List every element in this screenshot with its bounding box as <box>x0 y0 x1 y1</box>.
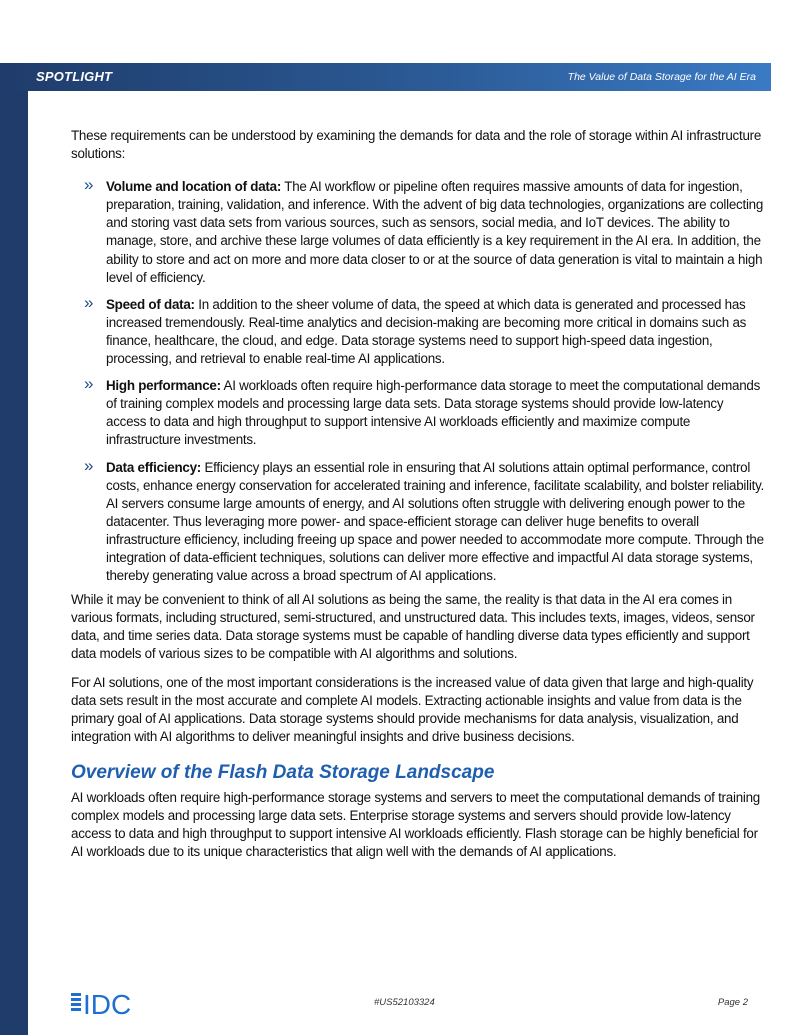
main-content <box>71 127 765 871</box>
chevron-right-icon: » <box>84 455 94 475</box>
bullet-text: In addition to the sheer volume of data, the speed at which data is generated and processed has increased tremendously. Real-time analytics and decision-making are becoming more critical in domains such as finance, healthcare, the cloud, and edge. Data storage systems need to support high-speed data ingestion, processing, and retrieval to enable real-time AI applications. <box>106 296 747 367</box>
bullet-term: Speed of data: <box>106 296 195 312</box>
list-item <box>71 455 765 586</box>
flash-overview-paragraph: AI workloads often require high-performance storage systems and servers to meet the computational demands of training complex models and processing large data sets. Enterprise storage systems and servers should provide low-latency access to data and high throughput to support intensive AI workloads efficiently. Flash storage can be highly beneficial for AI workloads due to its unique characteristics that align well with the demands of AI applications. <box>71 789 761 860</box>
document-number: #US52103324 <box>374 997 435 1008</box>
bullet-term: High performance: <box>106 378 221 394</box>
chevron-right-icon: » <box>84 175 94 195</box>
intro-paragraph: These requirements can be understood by examining the demands for data and the role of storage within AI infrastructure solutions: <box>71 128 762 162</box>
bullet-term: Data efficiency: <box>106 459 201 475</box>
list-item <box>71 374 765 449</box>
bullet-term: Volume and location of data: <box>106 179 282 195</box>
bullet-text: Efficiency plays an essential role in ensuring that AI solutions attain optimal performance, control costs, enhance energy conservation for accelerated training and inference, facilitate scalability, and bolster reliability. AI servers consume large amounts of energy, and AI solutions often struggle with delivering enough power to the datacenter. Thus leveraging more power- and space-efficient storage can deliver huge benefits to overall infrastructure efficiency, including freeing up space and power needed to accommodate more compute. Through the integration of data-efficient techniques, solutions can deliver more effective and impactful AI data storage systems, thereby generating value across a broad spectrum of AI applications. <box>106 459 765 584</box>
section-label: SPOTLIGHT <box>36 69 113 84</box>
chevron-right-icon: » <box>84 292 94 312</box>
idc-logo <box>71 988 161 1018</box>
svg-text:IDC: IDC <box>83 989 132 1018</box>
data-formats-paragraph: While it may be convenient to think of all AI solutions as being the same, the reality is that data in the AI era comes in various formats, including structured, semi-structured, and unstructured data. This includes texts, images, videos, sensor data, and time series data. Data storage systems must be capable of handling diverse data types efficiently and support data models of various sizes to be compatible with AI algorithms and solutions. <box>71 592 755 662</box>
left-accent-bar <box>0 63 28 1035</box>
running-title: The Value of Data Storage for the AI Era <box>567 71 756 83</box>
chevron-right-icon: » <box>84 374 94 394</box>
requirements-list <box>71 175 765 585</box>
page-number: Page 2 <box>717 997 748 1008</box>
data-value-paragraph: For AI solutions, one of the most important considerations is the increased value of data given that large and high-quality data sets result in the most accurate and complete AI models. Extracting actionable insights and value from data is the primary goal of AI applications. Data storage systems should provide mechanisms for data analysis, visualization, and integration with AI algorithms to deliver meaningful insights and drive business decisions. <box>71 674 754 744</box>
section-heading: Overview of the Flash Data Storage Landscape <box>71 761 495 783</box>
list-item <box>71 175 765 287</box>
list-item <box>71 292 765 368</box>
bullet-text: AI workloads often require high-performance data storage to meet the computational demands of training complex models and processing large data sets. Data storage systems should provide low-latency access to data and high throughput to support intensive AI workloads efficiently and maximize compute infrastructure investments. <box>106 378 761 448</box>
bullet-text: The AI workflow or pipeline often requires massive amounts of data for ingestion, preparation, training, validation, and inference. With the advent of big data technologies, organizations are collecting and storing vast data sets from various sources, such as sensors, social media, and IoT devices. The ability to manage, store, and archive these large volumes of data efficiently is a key requirement in the AI era. In addition, the ability to store and act on more and more data closer to or at the source of data generation is vital to maintain a high level of efficiency. <box>106 179 764 285</box>
